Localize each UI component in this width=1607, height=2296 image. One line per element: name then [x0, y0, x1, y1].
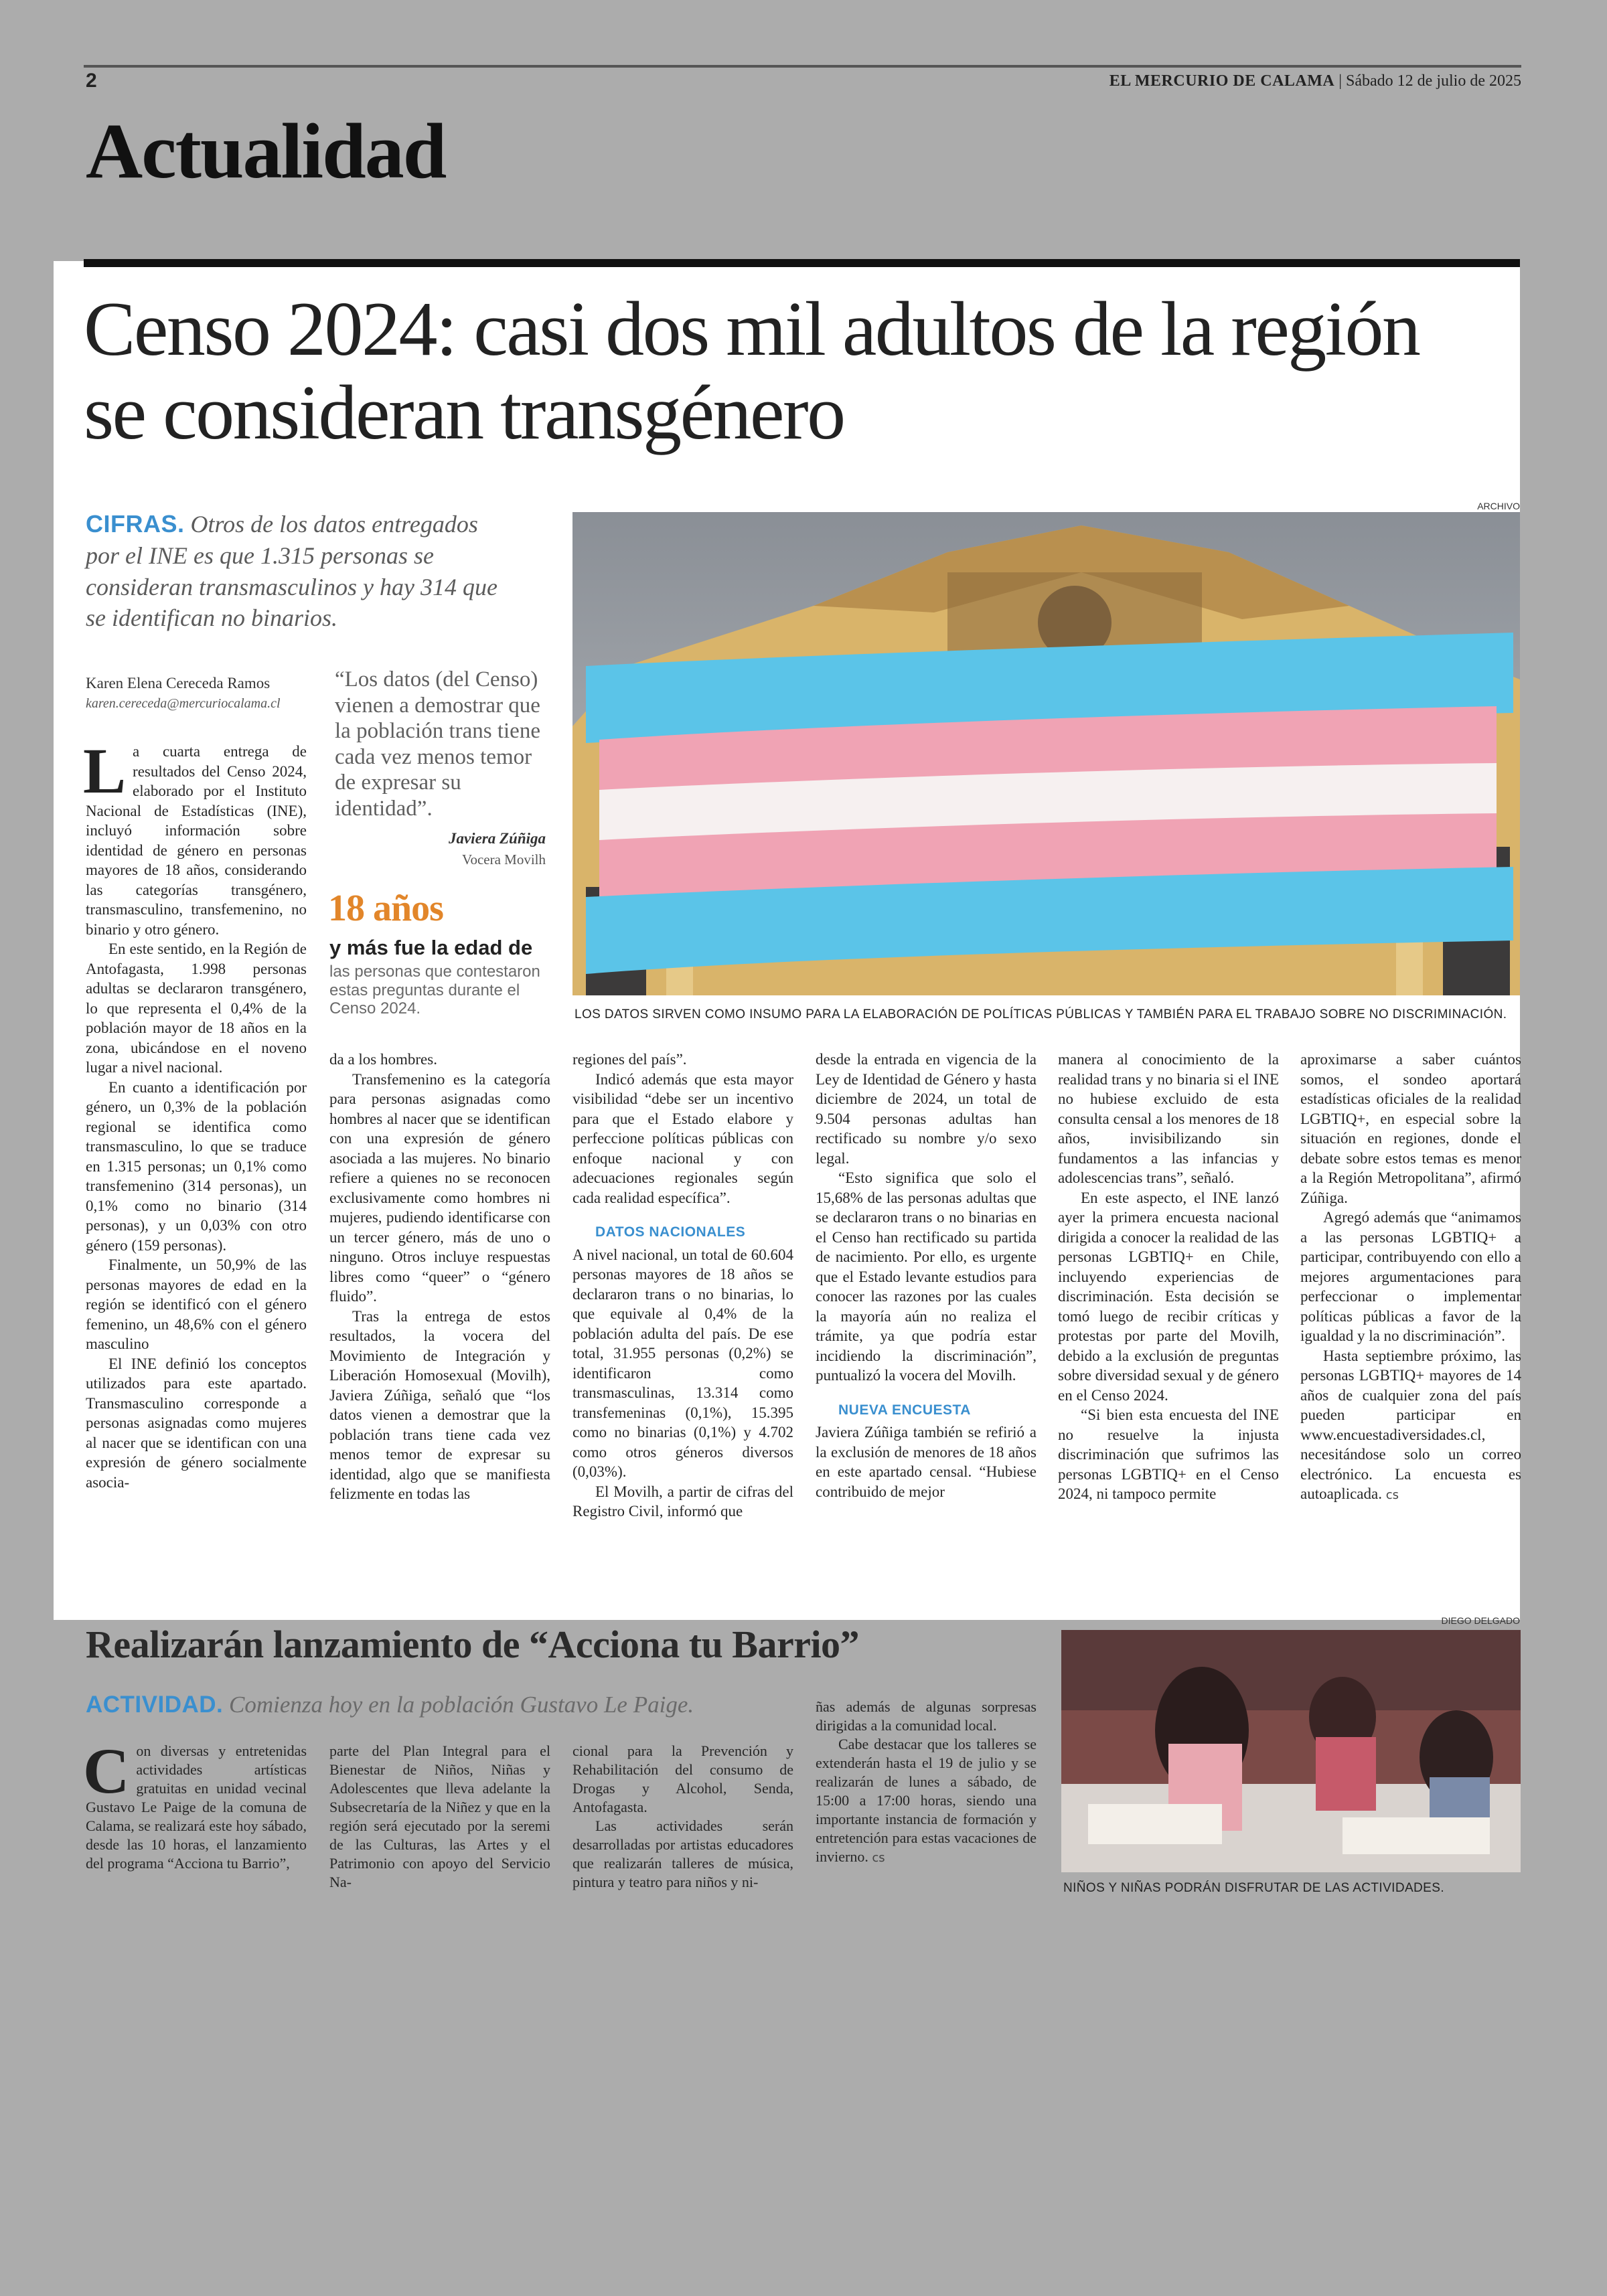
- page-number: 2: [86, 70, 97, 92]
- column-paragraph: El INE definió los conceptos utilizados para este apartado. Transmasculino corresponde a personas asignadas como mujeres al nacer que se identifican con una expresión de género socialmente asocia-: [86, 1355, 307, 1491]
- author-email: karen.cereceda@mercuriocalama.cl: [86, 696, 281, 711]
- column-paragraph: desde la entrada en vigencia de la Ley de Identidad de Género y hasta diciembre de 2024, un total de 9.504 personas adultas han rectificado su nombre y/o sexo legal.: [816, 1051, 1037, 1167]
- stat-line: y más fue la edad de: [329, 936, 533, 959]
- section-title: Actualidad: [86, 107, 446, 195]
- paragraph-text: on diversas y entretenidas actividades artísticas gratuitas en unidad vecinal Gustavo Le Paige de la comuna de Calama, se realizará este hoy sábado, desde las 10 horas, el lanzamiento del programa “Acciona tu Barrio”,: [86, 1742, 307, 1872]
- lede-kicker: ACTIVIDAD.: [86, 1692, 224, 1718]
- article2-column-4: [816, 1698, 1037, 1868]
- pull-quote: “Los datos (del Censo) vienen a demostrar que la población trans tiene cada vez menos temor de expresar su identidad”.: [335, 667, 540, 821]
- column-paragraph: ñas además de algunas sorpresas dirigidas a la comunidad local.: [816, 1698, 1037, 1734]
- column-paragraph: regiones del país”.: [572, 1051, 687, 1068]
- quote-author: Javiera Zúñiga: [448, 830, 546, 847]
- lede-kicker: CIFRAS.: [86, 510, 185, 538]
- column-paragraph: parte del Plan Integral para el Bienestar de Niños, Niñas y Adolescentes que lleva adelante la Subsecretaría de la Niñez y que en la región será ejecutado por la seremi de las Culturas, las Artes y el Patrimonio con apoyo del Servicio Na-: [329, 1742, 550, 1890]
- publication-info: [1109, 72, 1521, 90]
- column-paragraph: manera al conocimiento de la realidad trans y no binaria si el INE no hubiese excluido de esta consulta censal a los menores de 18 años, invisibilizando sin fundamentos a las infancias y adolescencias trans”, señaló.: [1058, 1051, 1279, 1186]
- column-paragraph: Transfemenino es la categoría para personas asignadas como hombres al nacer que se identifican con una expresión de género asociada a las mujeres. No binario refiere a quienes no se reconocen exclusivamente como hombres ni mujeres, pudiendo identificarse con un tercer género, más de uno o ninguno. Otros incluye respuestas libres como “queer” o “género fluido”.: [329, 1070, 550, 1305]
- column-paragraph: Las actividades serán desarrolladas por artistas educadores que realizarán talleres de música, pintura y teatro para niños y ni-: [572, 1817, 793, 1890]
- column-paragraph: [816, 1735, 1037, 1868]
- column-paragraph: [83, 1735, 307, 1873]
- column-paragraph: [83, 735, 307, 939]
- column-paragraph: En cuanto a identificación por género, un 0,3% de la población regional se identifica como transmasculino, lo que se traduce en 1.315 personas; un 0,1% como transfemenino (314 personas), un 0,1% como no binario (314 personas), y un 0,03% con otro género (159 personas).: [86, 1078, 307, 1254]
- article-column-6: [1300, 1050, 1521, 1505]
- stat-number: 18 años: [328, 888, 443, 929]
- column-paragraph: da a los hombres.: [329, 1051, 437, 1068]
- drop-cap: C: [83, 1735, 130, 1807]
- column-paragraph: Agregó además que “animamos a las personas LGBTIQ+ a participar, contribuyendo con ello a mejores argumentaciones para perfeccionar o implementar políticas públicas a favor de la igualdad y la no discriminación”.: [1300, 1209, 1521, 1344]
- article-column-3: [572, 1050, 793, 1522]
- article2-column-3: [572, 1742, 793, 1892]
- column-paragraph: cional para la Prevención y Rehabilitación del consumo de Drogas y Alcohol, Senda, Antofagasta.: [572, 1742, 793, 1815]
- section-subhead: NUEVA ENCUESTA: [838, 1402, 971, 1418]
- article2-headline: Realizarán lanzamiento de “Acciona tu Barrio”: [86, 1623, 860, 1666]
- article2-lede: [86, 1692, 694, 1718]
- photo-credit: ARCHIVO: [1477, 501, 1520, 511]
- lede-text: Otros de los datos entregados por el INE es que 1.315 personas se consideran transmasculinos y hay 314 que se identifican no binarios.: [86, 511, 498, 632]
- building-with-trans-flag-image: [572, 512, 1520, 995]
- top-rule: [84, 65, 1521, 68]
- column-paragraph: Javiera Zúñiga también se refirió a la exclusión de menores de 18 años en este apartado censal. “Hubiese contribuido de mejor: [816, 1424, 1037, 1500]
- article-column-5: [1058, 1050, 1279, 1504]
- trans-flag: [586, 633, 1513, 974]
- quote-role: Vocera Movilh: [461, 851, 546, 868]
- article2-column-1: [83, 1735, 307, 1873]
- column-paragraph: Tras la entrega de estos resultados, la vocera del Movimiento de Integración y Liberación Homosexual (Movilh), Javiera Zúñiga, señaló que “los datos vienen a demostrar que la población trans tiene cada vez menos temor de expresar su identidad, algo que se manifiesta felizmente en todas las: [329, 1307, 550, 1502]
- photo2-caption: NIÑOS Y NIÑAS PODRÁN DISFRUTAR DE LAS ACTIVIDADES.: [1063, 1881, 1445, 1895]
- column-paragraph: “Esto significa que solo el 15,68% de las personas adultas que se declararon trans o no binarias en el Censo han rectificado su partida de nacimiento. Por ello, es urgente que el Estado levante estudios para conocer las razones por las cuales la mayoría aún no realiza el trámite, ya que podría estar incidiendo la discriminación”, puntualizó la vocera del Movilh.: [816, 1169, 1037, 1384]
- photo-caption: LOS DATOS SIRVEN COMO INSUMO PARA LA ELABORACIÓN DE POLÍTICAS PÚBLICAS Y TAMBIÉN PARA EL TRABAJO SOBRE NO DISCRIMINACIÓN.: [575, 1007, 1507, 1021]
- publication-name: EL MERCURIO DE CALAMA: [1109, 72, 1335, 90]
- separator: |: [1338, 72, 1343, 90]
- column-paragraph: A nivel nacional, un total de 60.604 personas mayores de 18 años se declararon trans o no binarias, lo que equivale al 0,4% de la población adulta del país. De ese total, 31.955 personas (0,2%) se identificaron como transmasculinas, 13.314 como transfemeninas (0,1%), 15.395 como no binarias (0,1%) y 4.702 como otros géneros diversos (0,03%).: [572, 1246, 793, 1480]
- article-lede: [86, 509, 501, 634]
- end-mark-icon: cs: [872, 1851, 885, 1865]
- article-column-1: [83, 735, 307, 1492]
- author-name: Karen Elena Cereceda Ramos: [86, 675, 271, 691]
- article-column-2: [329, 1050, 550, 1504]
- article-top-bar: [84, 259, 1520, 267]
- column-paragraph: Indicó además que esta mayor visibilidad “debe ser un incentivo para que el Estado elabore y perfeccione políticas públicas con enfoque nacional y con adecuaciones regionales según cada realidad específica”.: [572, 1070, 793, 1206]
- article-photo: [572, 512, 1520, 995]
- column-paragraph: [1300, 1346, 1521, 1505]
- end-mark-icon: cs: [1385, 1488, 1399, 1502]
- paragraph-text: Hasta septiembre próximo, las personas LGBTIQ+ mayores de 14 años de cualquier zona del país pueden participar en www.encuestadiversidades.cl, necesitándose solo un correo electrónico. La encuesta es autoaplicada.: [1300, 1347, 1521, 1502]
- column-paragraph: En este aspecto, el INE lanzó ayer la primera encuesta nacional dirigida a conocer la realidad de las personas LGBTIQ+ en Chile, incluyendo experiencias de discriminación. Esta decisión se tomó luego de recibir críticas y protestas por parte del Movilh, debido a la exclusión de preguntas sobre diversidad sexual y de género en el Censo 2024.: [1058, 1189, 1279, 1404]
- article2-column-2: [329, 1742, 550, 1892]
- column-paragraph: aproximarse a saber cuántos somos, el sondeo aportará estadísticas oficiales de la realidad LGBTIQ+, en especial sobre la situación en regiones, donde el debate sobre estos temas es menor a la Región Metropolitana”, afirmó Zúñiga.: [1300, 1051, 1521, 1206]
- column-paragraph: En este sentido, en la Región de Antofagasta, 1.998 personas adultas se declararon transgénero, lo que representa el 0,4% de la población mayor de 18 años en la zona, ubicándose en el noveno lugar a nivel nacional.: [86, 940, 307, 1076]
- stat-description: las personas que contestaron estas preguntas durante el Censo 2024.: [329, 963, 540, 1018]
- photo2-credit: DIEGO DELGADO: [1441, 1615, 1520, 1626]
- article-column-4: [816, 1050, 1037, 1501]
- paragraph-text: Cabe destacar que los talleres se extenderán hasta el 19 de julio y se realizarán de lunes a sábado, de 15:00 a 17:00 horas, siendo una importante instancia de formación y entretención para estas vacaciones de invierno.: [816, 1736, 1037, 1865]
- children-activity-image: [1061, 1630, 1521, 1872]
- column-paragraph: Finalmente, un 50,9% de las personas mayores de edad en la región se identificó con el género femenino, un 48,6% con el género masculino: [86, 1256, 307, 1352]
- lede-text: Comienza hoy en la población Gustavo Le Paige.: [229, 1692, 694, 1718]
- article-headline: Censo 2024: casi dos mil adultos de la región se consideran transgénero: [84, 286, 1420, 457]
- article2-photo: [1061, 1630, 1521, 1872]
- column-paragraph: “Si bien esta encuesta del INE no resuelve la injusta discriminación que sufrimos las personas LGBTIQ+ en el Censo 2024, ni tampoco permite: [1058, 1406, 1279, 1502]
- drop-cap: L: [83, 735, 127, 807]
- publication-date: Sábado 12 de julio de 2025: [1346, 72, 1521, 90]
- column-paragraph: El Movilh, a partir de cifras del Registro Civil, informó que: [572, 1483, 793, 1520]
- section-subhead: DATOS NACIONALES: [595, 1224, 746, 1240]
- paragraph-text: a cuarta entrega de resultados del Censo 2024, elaborado por el Instituto Nacional de Estadísticas (INE), incluyó información sobre identidad de género en personas mayores de 18 años, considerando las categorías transgénero, transmasculino, transfemenino, no binario y otro género.: [86, 743, 307, 938]
